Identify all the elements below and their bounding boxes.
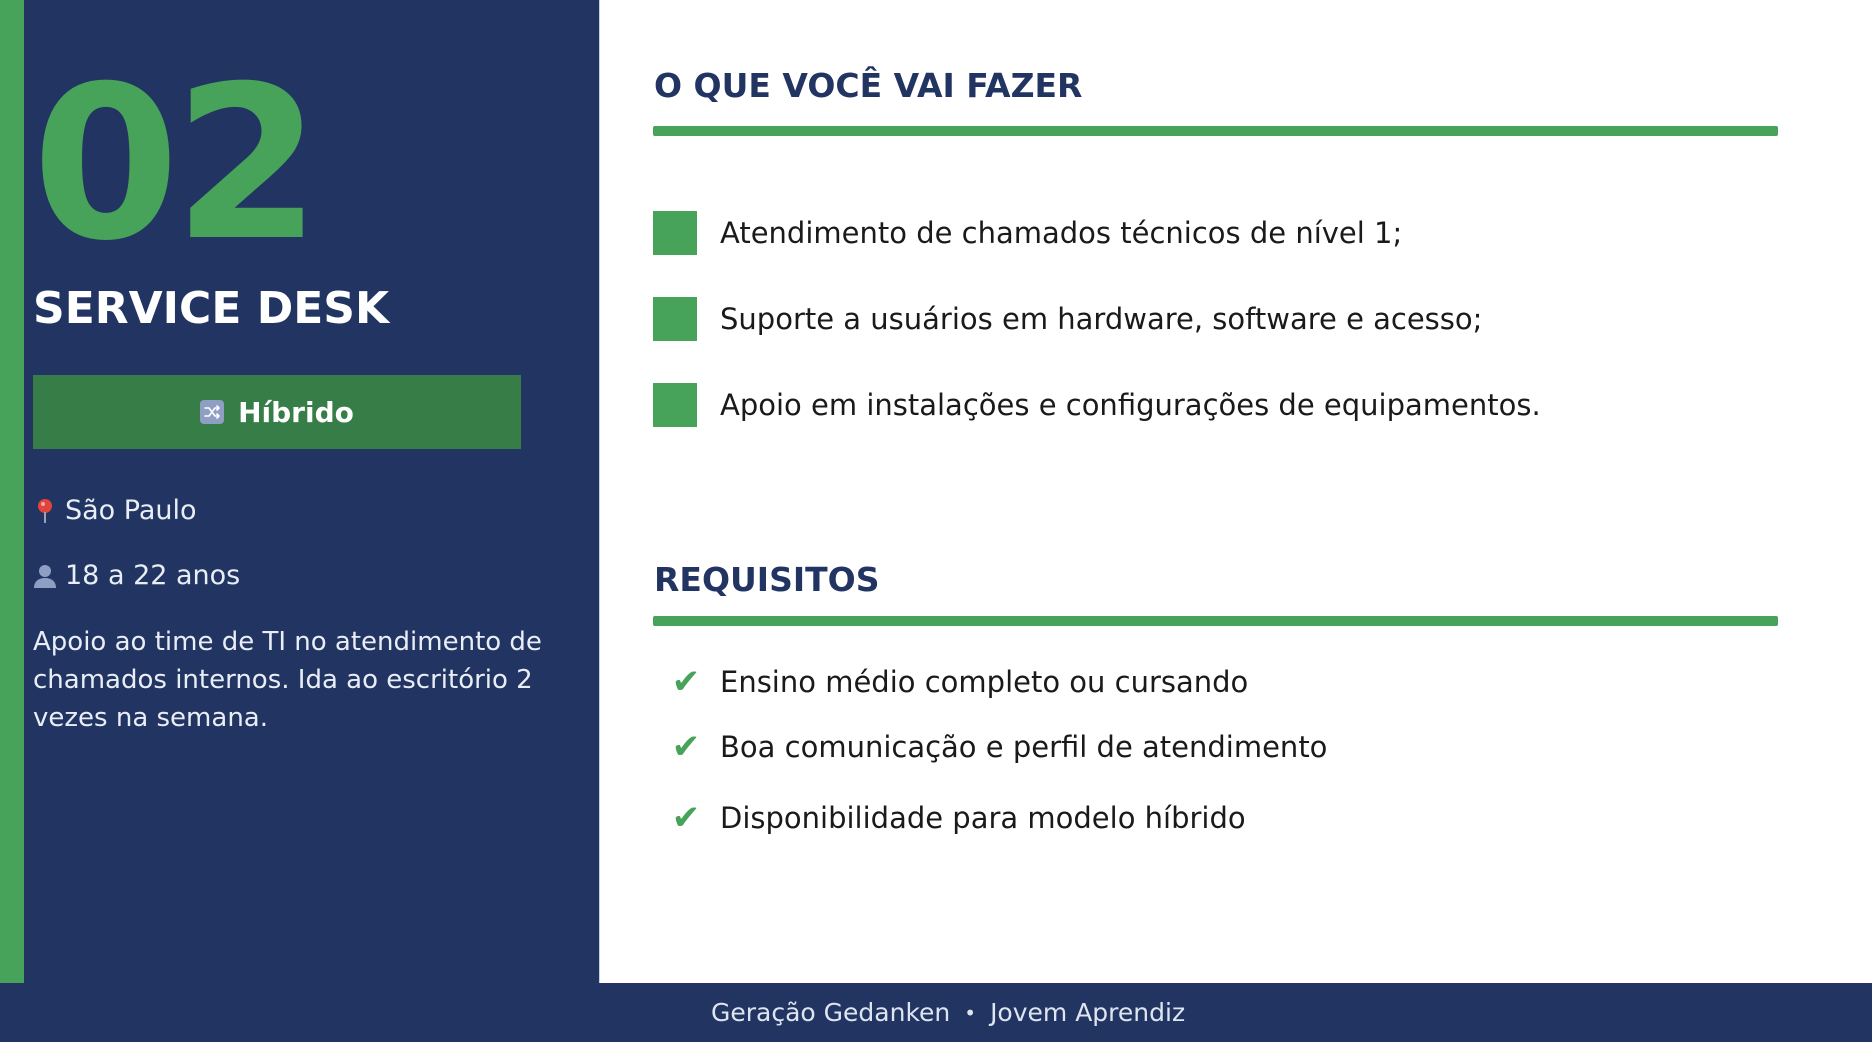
age-row: [33, 560, 240, 591]
footer: [599, 983, 1872, 1042]
square-bullet-icon: [653, 297, 697, 341]
left-panel: [0, 0, 599, 1042]
requirement-text: Ensino médio completo ou cursando: [720, 665, 1249, 699]
requirement-text: Disponibilidade para modelo híbrido: [720, 801, 1246, 835]
footer-left-bar: [0, 983, 599, 1042]
task-text: Suporte a usuários em hardware, software e acesso;: [720, 302, 1483, 336]
requirement-item: [670, 727, 1327, 767]
footer-separator: •: [964, 1000, 977, 1025]
position-number: 02: [32, 40, 316, 287]
task-item: [653, 211, 1402, 255]
work-mode-label: Híbrido: [238, 395, 354, 429]
person-icon: [33, 562, 57, 590]
footer-program: Jovem Aprendiz: [990, 998, 1186, 1027]
requirement-item: [670, 798, 1246, 838]
panel-divider: [599, 0, 600, 1042]
square-bullet-icon: [653, 211, 697, 255]
age-range-text: 18 a 22 anos: [65, 560, 241, 591]
location-text: São Paulo: [65, 495, 197, 526]
shuffle-icon: [200, 400, 224, 424]
location-row: [33, 495, 197, 526]
task-item: [653, 383, 1541, 427]
footer-brand: Geração Gedanken: [711, 998, 951, 1027]
task-item: [653, 297, 1482, 341]
task-text: Apoio em instalações e configurações de equipamentos.: [720, 388, 1541, 422]
footer-text: [711, 998, 1185, 1027]
map-pin-icon: [33, 497, 57, 525]
job-description: Apoio ao time de TI no atendimento de chamados internos. Ida ao escritório 2 vezes na semana.: [33, 627, 542, 733]
work-mode-badge: [33, 375, 521, 449]
requirements-heading: REQUISITOS: [654, 560, 880, 599]
job-title: SERVICE DESK: [33, 283, 390, 334]
requirement-item: [670, 662, 1248, 702]
task-text: Atendimento de chamados técnicos de nível 1;: [720, 216, 1403, 250]
check-icon: ✔: [671, 663, 701, 701]
check-icon: ✔: [671, 728, 701, 766]
square-bullet-icon: [653, 383, 697, 427]
tasks-rule: [653, 126, 1778, 136]
accent-stripe: [0, 0, 24, 983]
check-icon: ✔: [671, 799, 701, 837]
tasks-heading: O QUE VOCÊ VAI FAZER: [654, 66, 1083, 105]
requirement-text: Boa comunicação e perfil de atendimento: [720, 730, 1328, 764]
requirements-rule: [653, 616, 1778, 626]
